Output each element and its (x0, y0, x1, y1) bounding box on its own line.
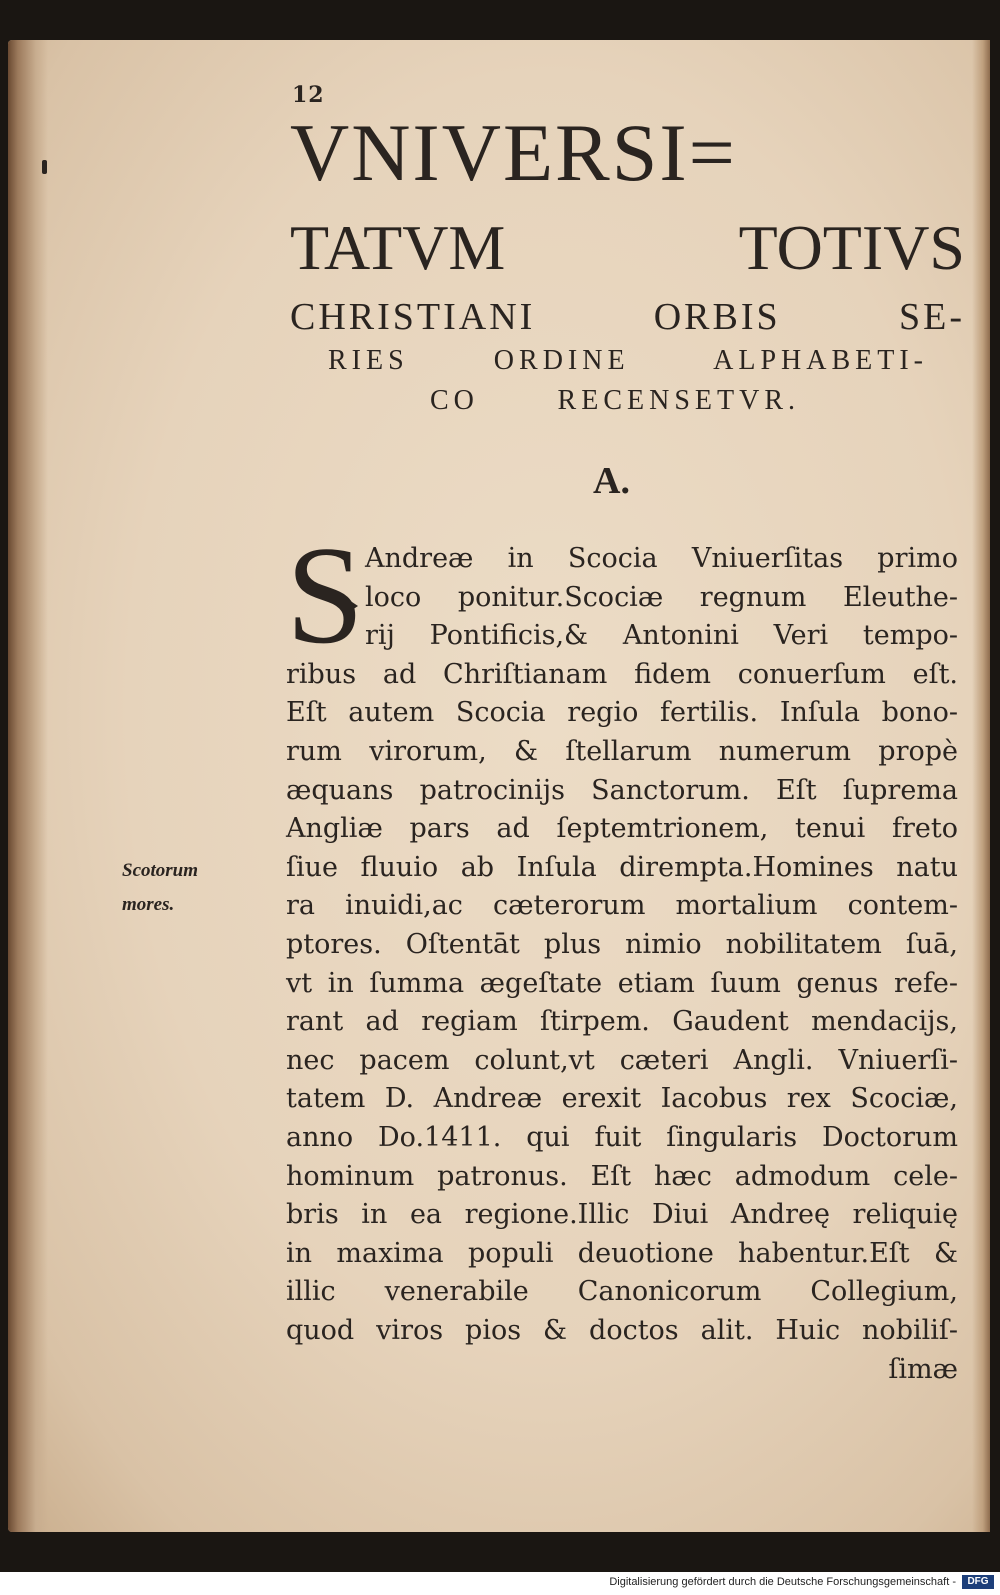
body-line: ra inuidi,ac cæterorum mortalium contem- (286, 890, 958, 922)
body-line: nec pacem colunt,vt cæteri Angli. Vniuerſi- (286, 1044, 958, 1076)
title-line-5: CO RECENSETVR. (430, 385, 800, 416)
drop-cap: S (286, 518, 364, 673)
book-spine-shadow (8, 40, 48, 1532)
body-line: rant ad regiam ſtirpem. Gaudent mendacijs, (286, 1006, 958, 1038)
body-line: anno Do.1411. qui fuit ſingularis Doctorum (286, 1122, 958, 1153)
title-line-1: VNIVERSI= (290, 107, 737, 198)
pointer-mark-icon (346, 598, 358, 614)
margin-note-line-1: Scotorum (122, 860, 199, 881)
page-edge-shadow (972, 40, 990, 1532)
body-line: Angliæ pars ad ſeptemtrionem, tenui freto (286, 813, 958, 845)
title-line-4: RIES ORDINE ALPHABETI- (328, 345, 928, 376)
title-line-2: TATVM TOTIVS (290, 212, 965, 283)
body-line: ribus ad Chriſtianam fidem conuerſum eſt. (286, 658, 958, 690)
margin-note-line-2: mores. (122, 894, 175, 915)
page-number: 12 (292, 82, 325, 108)
section-heading: A. (593, 460, 630, 502)
body-line: ſimæ (888, 1353, 958, 1385)
body-line: Andreæ in Scocia Vniuerſitas primo (365, 543, 958, 574)
body-line: rum virorum, & ſtellarum numerum propè (286, 736, 958, 767)
body-line: quod viros pios & doctos alit. Huic nobiliſ- (286, 1315, 958, 1346)
body-line: tatem D. Andreæ erexit Iacobus rex Scociæ, (286, 1083, 958, 1115)
footer-credit: Digitalisierung gefördert durch die Deutsche Forschungsgemeinschaft - (609, 1576, 956, 1588)
body-line: vt in ſumma ægeſtate etiam ſuum genus refe- (286, 967, 958, 999)
ink-mark (42, 160, 47, 174)
body-line: loco ponitur.Scociæ regnum Eleuthe- (365, 581, 958, 613)
dfg-logo: DFG (962, 1575, 994, 1589)
title-line-3: CHRISTIANI ORBIS SE- (290, 296, 965, 338)
body-line: illic venerabile Canonicorum Collegium, (286, 1276, 958, 1308)
body-line: bris in ea regione.Illic Diui Andreę reliquię (286, 1199, 958, 1231)
body-line: ptores. Oſtentāt plus nimio nobilitatem ſuā, (286, 929, 958, 960)
body-line: æquans patrocinijs Sanctorum. Eſt ſuprema (286, 774, 958, 806)
body-line: Eſt autem Scocia regio fertilis. Inſula bono- (286, 697, 958, 729)
body-line: ſiue fluuio ab Inſula dirempta.Homines natu (286, 851, 958, 883)
body-line: in maxima populi deuotione habentur.Eſt & (286, 1237, 958, 1269)
body-line: hominum patronus. Eſt hæc admodum cele- (286, 1160, 958, 1192)
body-line: rij Pontificis,& Antonini Veri tempo- (365, 620, 958, 652)
